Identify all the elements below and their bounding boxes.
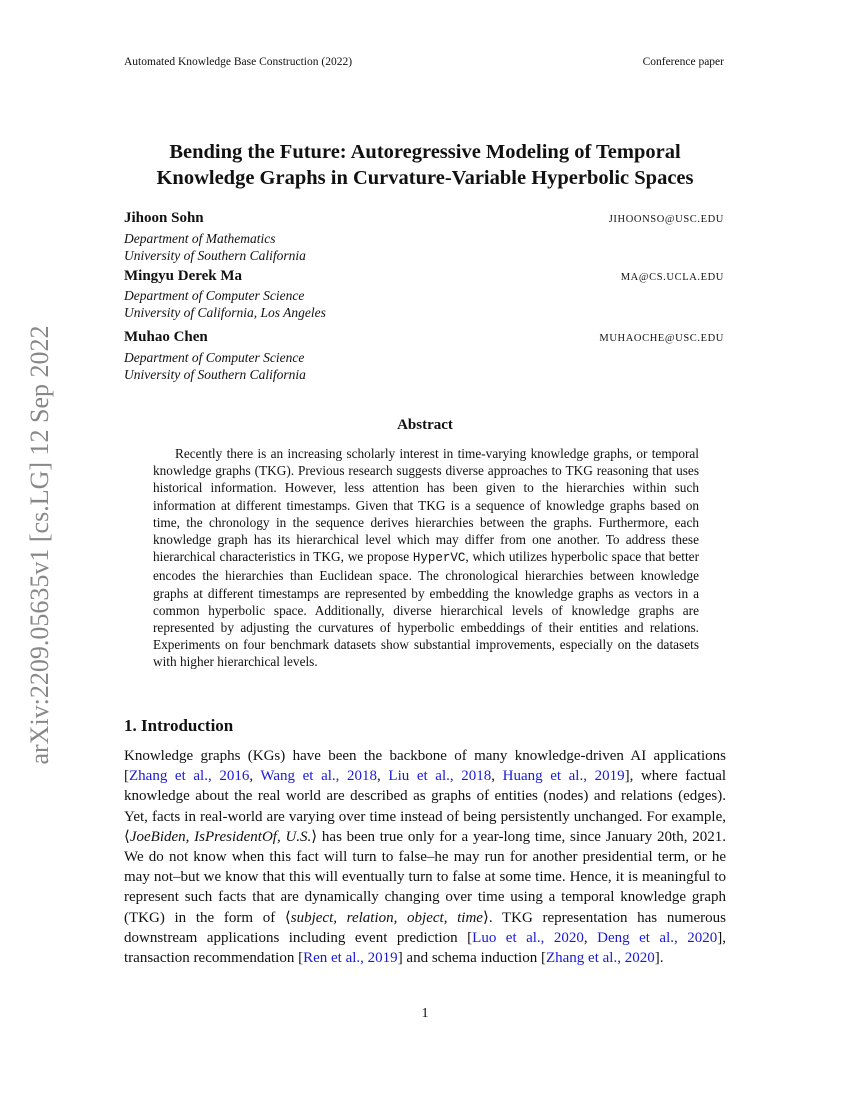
example-quadruple: subject, relation, object, time — [290, 909, 483, 926]
author-affiliation — [124, 350, 306, 383]
intro-text: , — [491, 768, 503, 785]
author-affiliation — [124, 288, 326, 321]
author-name: Muhao Chen — [124, 329, 208, 345]
intro-text: ] and schema induction [ — [397, 950, 546, 967]
intro-text: ⟩ has been true only for a year-long time, since January 20th, 2021. We do not know when this fact will turn to false–he may run for another presidential term, or he may not–but we know that this will eventually turn to false at some time. Hence, it is meaningful to represent such facts that are dynamically changing over time using a temporal knowledge graph (TKG) in the form of ⟨ — [124, 828, 726, 926]
author-email[interactable]: MUHAOCHE@USC.EDU — [599, 333, 724, 344]
citation-link[interactable]: Ren et al., 2019 — [303, 950, 398, 967]
author-institution: University of Southern California — [124, 247, 306, 263]
paper-title — [0, 139, 850, 191]
intro-text: ]. — [654, 950, 664, 967]
abstract-heading: Abstract — [397, 417, 453, 433]
author-email[interactable]: JIHOONSO@USC.EDU — [608, 214, 724, 225]
author-name: Mingyu Derek Ma — [124, 268, 243, 284]
intro-paragraph — [124, 746, 726, 968]
intro-text: ⟩. TKG representation has numerous downstream applications including event prediction [ — [124, 909, 726, 946]
citation-link[interactable]: Liu et al., 2018 — [388, 768, 492, 785]
intro-text: , — [249, 768, 261, 785]
citation-link[interactable]: Huang et al., 2019 — [502, 768, 625, 785]
intro-text: , — [377, 768, 389, 785]
intro-text: ], where factual knowledge about the real world are described as graphs of entities (nodes) and relations (edges). Yet, facts in real-world are varying over time instead of being persistently unchanged. For example, ⟨ — [124, 768, 727, 845]
running-header-right: Conference paper — [642, 56, 724, 68]
abstract-text: Recently there is an increasing scholarly interest in time-varying knowledge graphs, or temporal knowledge graphs (TKG). Previous research suggests diverse approaches to TKG reasoning that uses historical information. However, less attention has been given to the hierarchies within such information at different timestamps. Given that TKG is a sequence of knowledge graphs based on time, the chronology in the sequence derives hierarchies between the graphs. Furthermore, each knowledge graph has its hierarchical level which may differ from one another. To address these hierarchical characteristics in TKG, we propose — [153, 446, 699, 565]
arxiv-id[interactable]: arXiv:2209.05635v1 [cs.LG] 12 Sep 2022 — [25, 325, 54, 765]
citation-link[interactable]: Zhang et al., 2020 — [545, 950, 655, 967]
intro-text: , — [583, 929, 598, 946]
citation-link[interactable]: Luo et al., 2020 — [472, 929, 584, 946]
author-institution: University of California, Los Angeles — [124, 304, 326, 320]
model-name: HyperVC — [412, 551, 466, 566]
title-line-2: Knowledge Graphs in Curvature-Variable Hyperbolic Spaces — [156, 167, 694, 189]
author-department: Department of Computer Science — [124, 350, 305, 365]
intro-text: ], transaction recommendation [ — [124, 929, 726, 967]
author-institution: University of Southern California — [124, 366, 306, 382]
author-affiliation — [124, 231, 306, 264]
citation-link[interactable]: Deng et al., 2020 — [597, 929, 718, 946]
abstract-body — [153, 445, 699, 671]
citation-link[interactable]: Zhang et al., 2016 — [129, 768, 250, 785]
running-header-left: Automated Knowledge Base Construction (2022) — [124, 56, 353, 68]
title-line-1: Bending the Future: Autoregressive Modeling of Temporal — [169, 141, 681, 163]
author-name: Jihoon Sohn — [124, 210, 204, 226]
section-heading: 1. Introduction — [124, 716, 234, 735]
intro-text: Knowledge graphs (KGs) have been the backbone of many knowledge-driven AI applications [ — [124, 748, 726, 785]
page-number: 1 — [421, 1006, 429, 1021]
example-fact: JoeBiden, IsPresidentOf, U.S. — [129, 828, 312, 845]
author-department: Department of Computer Science — [124, 288, 305, 303]
citation-link[interactable]: Wang et al., 2018 — [260, 768, 378, 785]
abstract-text: , which utilizes hyperbolic space that better encodes the hierarchies than Euclidean space. The chronological hierarchies between knowledge graphs at different timestamps are represented by embedding the knowledge graphs as vectors in a common hyperbolic space. Additionally, diverse hierarchical levels of knowledge graphs are represented by adjusting the curvatures of hyperbolic embeddings of their entities and relations. Experiments on four benchmark datasets show substantial improvements, especially on the datasets with higher hierarchical levels. — [153, 549, 699, 670]
author-department: Department of Mathematics — [124, 231, 276, 246]
author-email[interactable]: MA@CS.UCLA.EDU — [620, 272, 724, 283]
